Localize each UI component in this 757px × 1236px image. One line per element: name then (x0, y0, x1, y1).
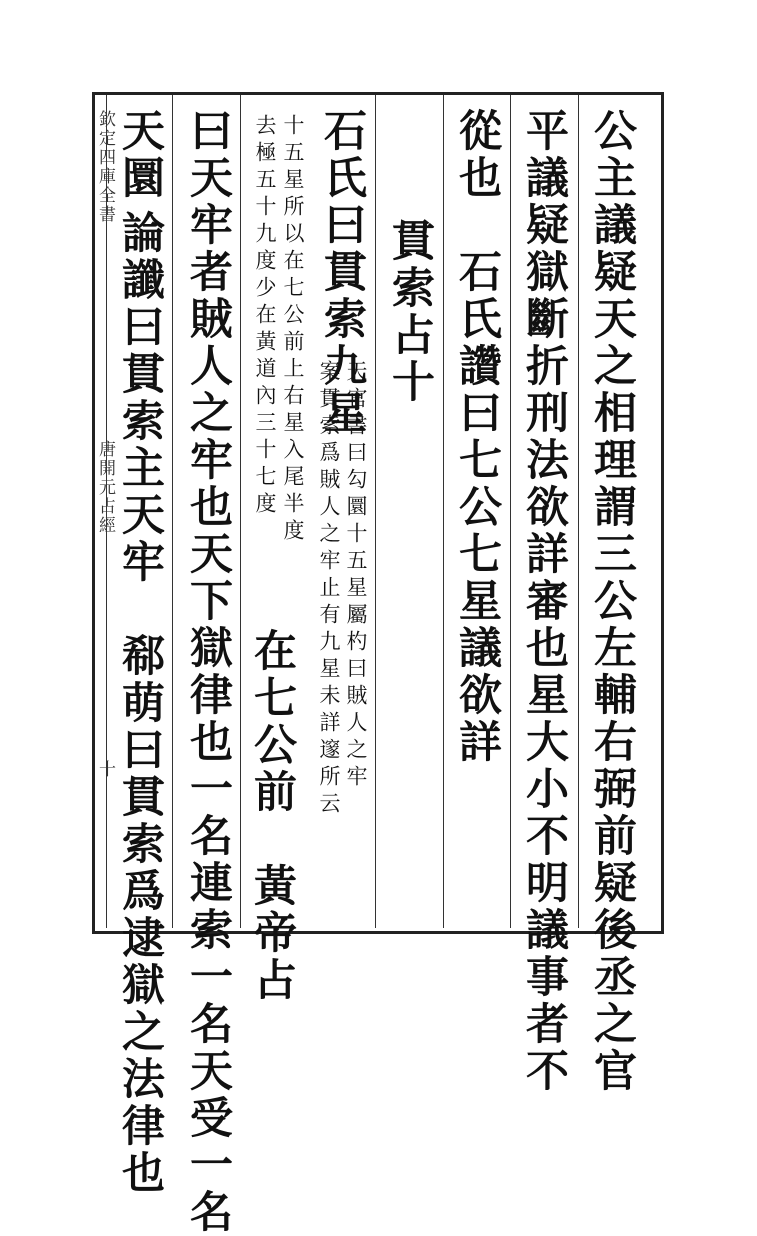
commentary-line-3: 十五星所以在七公前上右星入尾半度 (281, 114, 305, 546)
text-column-6: 曰天牢者賊人之牢也天下獄律也一名連索一名天受一名 (183, 108, 233, 1236)
column-rule (443, 95, 444, 928)
commentary-line-1: 天官書曰勾圜十五星屬杓曰賊人之牢 (344, 360, 368, 792)
text-column-7-head: 天圜 (115, 108, 165, 202)
column-rule (240, 95, 241, 928)
column-rule (172, 95, 173, 928)
margin-title: 欽定四庫全書 (95, 110, 115, 224)
text-column-3: 從也 石氏讚曰七公七星議欲詳 (452, 108, 502, 766)
commentary-line-4: 去極五十九度少在黃道內三十七度 (253, 114, 277, 519)
margin-book-title: 唐開元占經 (95, 440, 115, 535)
column-rule (578, 95, 579, 928)
text-column-7: 論讖曰貫索主天牢 郗萌曰貫索爲逮獄之法律也 (115, 210, 165, 1197)
column-rule (375, 95, 376, 928)
text-column-5-tail: 在七公前 黃帝占 (247, 628, 297, 1004)
text-column-5-main: 石氏曰貫索九星 (317, 108, 367, 437)
commentary-line-2: 案貫索爲賊人之牢止有九星未詳邃所云 (317, 360, 341, 819)
text-column-1: 公主議疑天之相理謂三公左輔右弼前疑後丞之官 (587, 108, 637, 1095)
section-heading: 貫索占十 (385, 218, 435, 406)
text-column-2: 平議疑獄斷折刑法欲詳審也星大小不明議事者不 (519, 108, 569, 1095)
column-rule (510, 95, 511, 928)
margin-folio: 十 (95, 760, 115, 779)
